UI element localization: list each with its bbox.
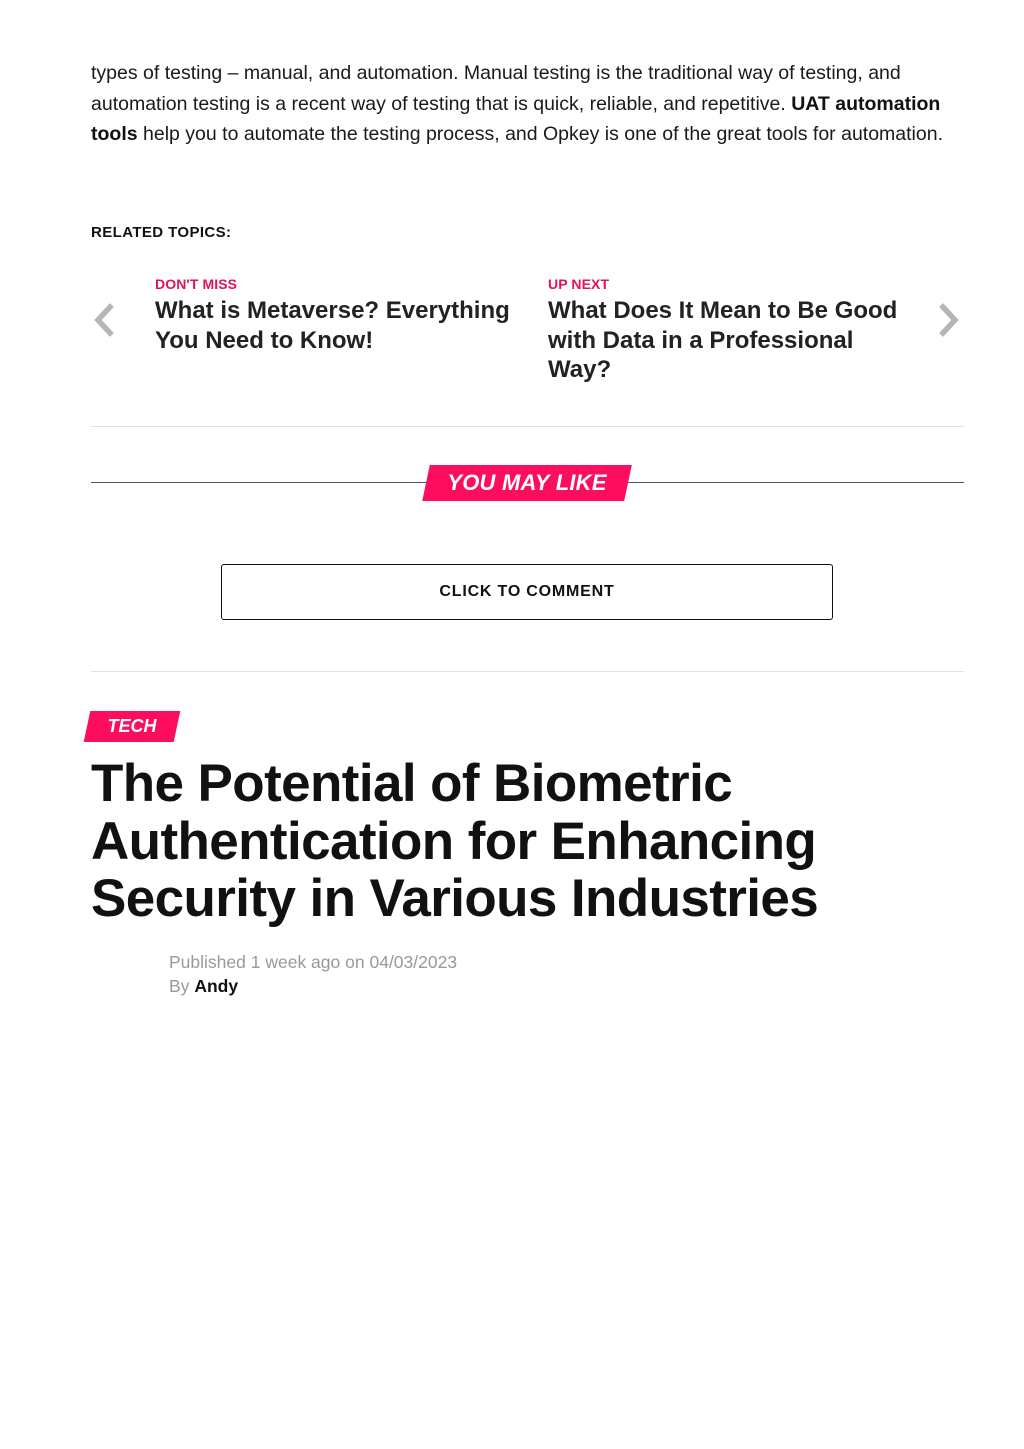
paragraph-text-before: types of testing – manual, and automation. Manual testing is the traditional way of testing, and automation testing is a recent way of testing that is quick, reliable, and repetitive. [91,62,901,115]
chevron-left-icon[interactable] [91,302,117,338]
previous-post-link[interactable] [155,276,515,355]
byline [169,974,457,998]
click-to-comment-button[interactable]: CLICK TO COMMENT [221,564,833,620]
article-title: The Potential of Biometric Authentication for Enhancing Security in Various Industries [91,754,819,928]
uat-automation-tools-link[interactable]: UAT automation tools [91,92,941,145]
up-next-label: UP NEXT [548,276,610,292]
dont-miss-label: DON'T MISS [155,276,238,292]
author-link[interactable]: Andy [194,976,239,996]
section-divider [91,426,964,427]
article-meta [169,950,457,998]
you-may-like-heading [426,465,628,501]
published-date: 04/03/2023 [369,952,458,972]
published-prefix: Published [169,952,246,972]
previous-post-title[interactable]: What is Metaverse? Everything You Need to Know! [155,297,510,354]
next-post-title[interactable]: What Does It Mean to Be Good with Data in a Professional Way? [548,297,898,383]
paragraph-text-after: help you to automate the testing process, and Opkey is one of the great tools for automation. [137,123,943,145]
section-divider [91,671,964,672]
published-relative: 1 week ago [250,952,341,972]
category-label[interactable]: TECH [107,716,157,736]
by-label: By [169,976,190,996]
next-post-link[interactable] [548,276,918,385]
chevron-right-icon[interactable] [936,302,962,338]
category-badge[interactable] [87,711,177,742]
related-topics-label: RELATED TOPICS: [91,224,232,241]
you-may-like-label: YOU MAY LIKE [447,470,607,495]
published-line [169,950,457,974]
published-on: on [345,952,365,972]
article-body-paragraph [91,58,964,150]
